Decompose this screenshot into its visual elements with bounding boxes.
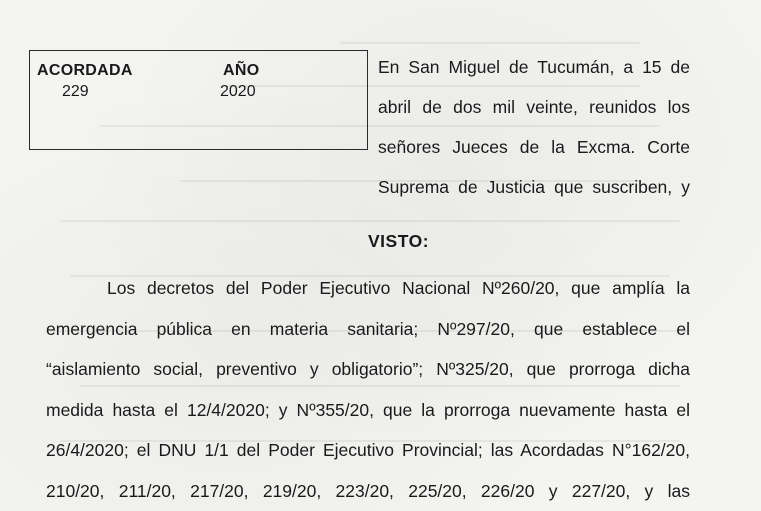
intro-line: En San Miguel de Tucumán, a 15 de (378, 57, 690, 77)
body-paragraph (46, 268, 696, 511)
body-line: medida hasta el 12/4/2020; y Nº355/20, que la prorroga nuevamente hasta el (46, 399, 690, 420)
intro-line: abril de dos mil veinte, reunidos los (378, 97, 690, 117)
acordada-number: 229 (62, 83, 89, 100)
visto-heading: VISTO: (368, 231, 430, 251)
anio-value: 2020 (220, 83, 256, 100)
acordada-label: ACORDADA (37, 62, 133, 79)
intro-line: señores Jueces de la Excma. Corte (378, 137, 690, 157)
body-line: “aislamiento social, preventivo y obligatorio”; Nº325/20, que prorroga dicha (46, 359, 690, 379)
body-line: 26/4/2020; el DNU 1/1 del Poder Ejecutivo Provincial; las Acordadas N°162/20, (46, 440, 690, 460)
body-line: emergencia pública en materia sanitaria; Nº297/20, que establece el (46, 318, 690, 339)
intro-line: Suprema de Justicia que suscriben, y (378, 177, 690, 197)
anio-label: AÑO (223, 62, 260, 79)
body-line: 210/20, 211/20, 217/20, 219/20, 223/20, 225/20, 226/20 y 227/20, y las (46, 480, 690, 501)
acordada-box (29, 50, 368, 150)
body-line: Los decretos del Poder Ejecutivo Nacional Nº260/20, que amplía la (107, 278, 690, 298)
intro-paragraph (378, 47, 698, 207)
